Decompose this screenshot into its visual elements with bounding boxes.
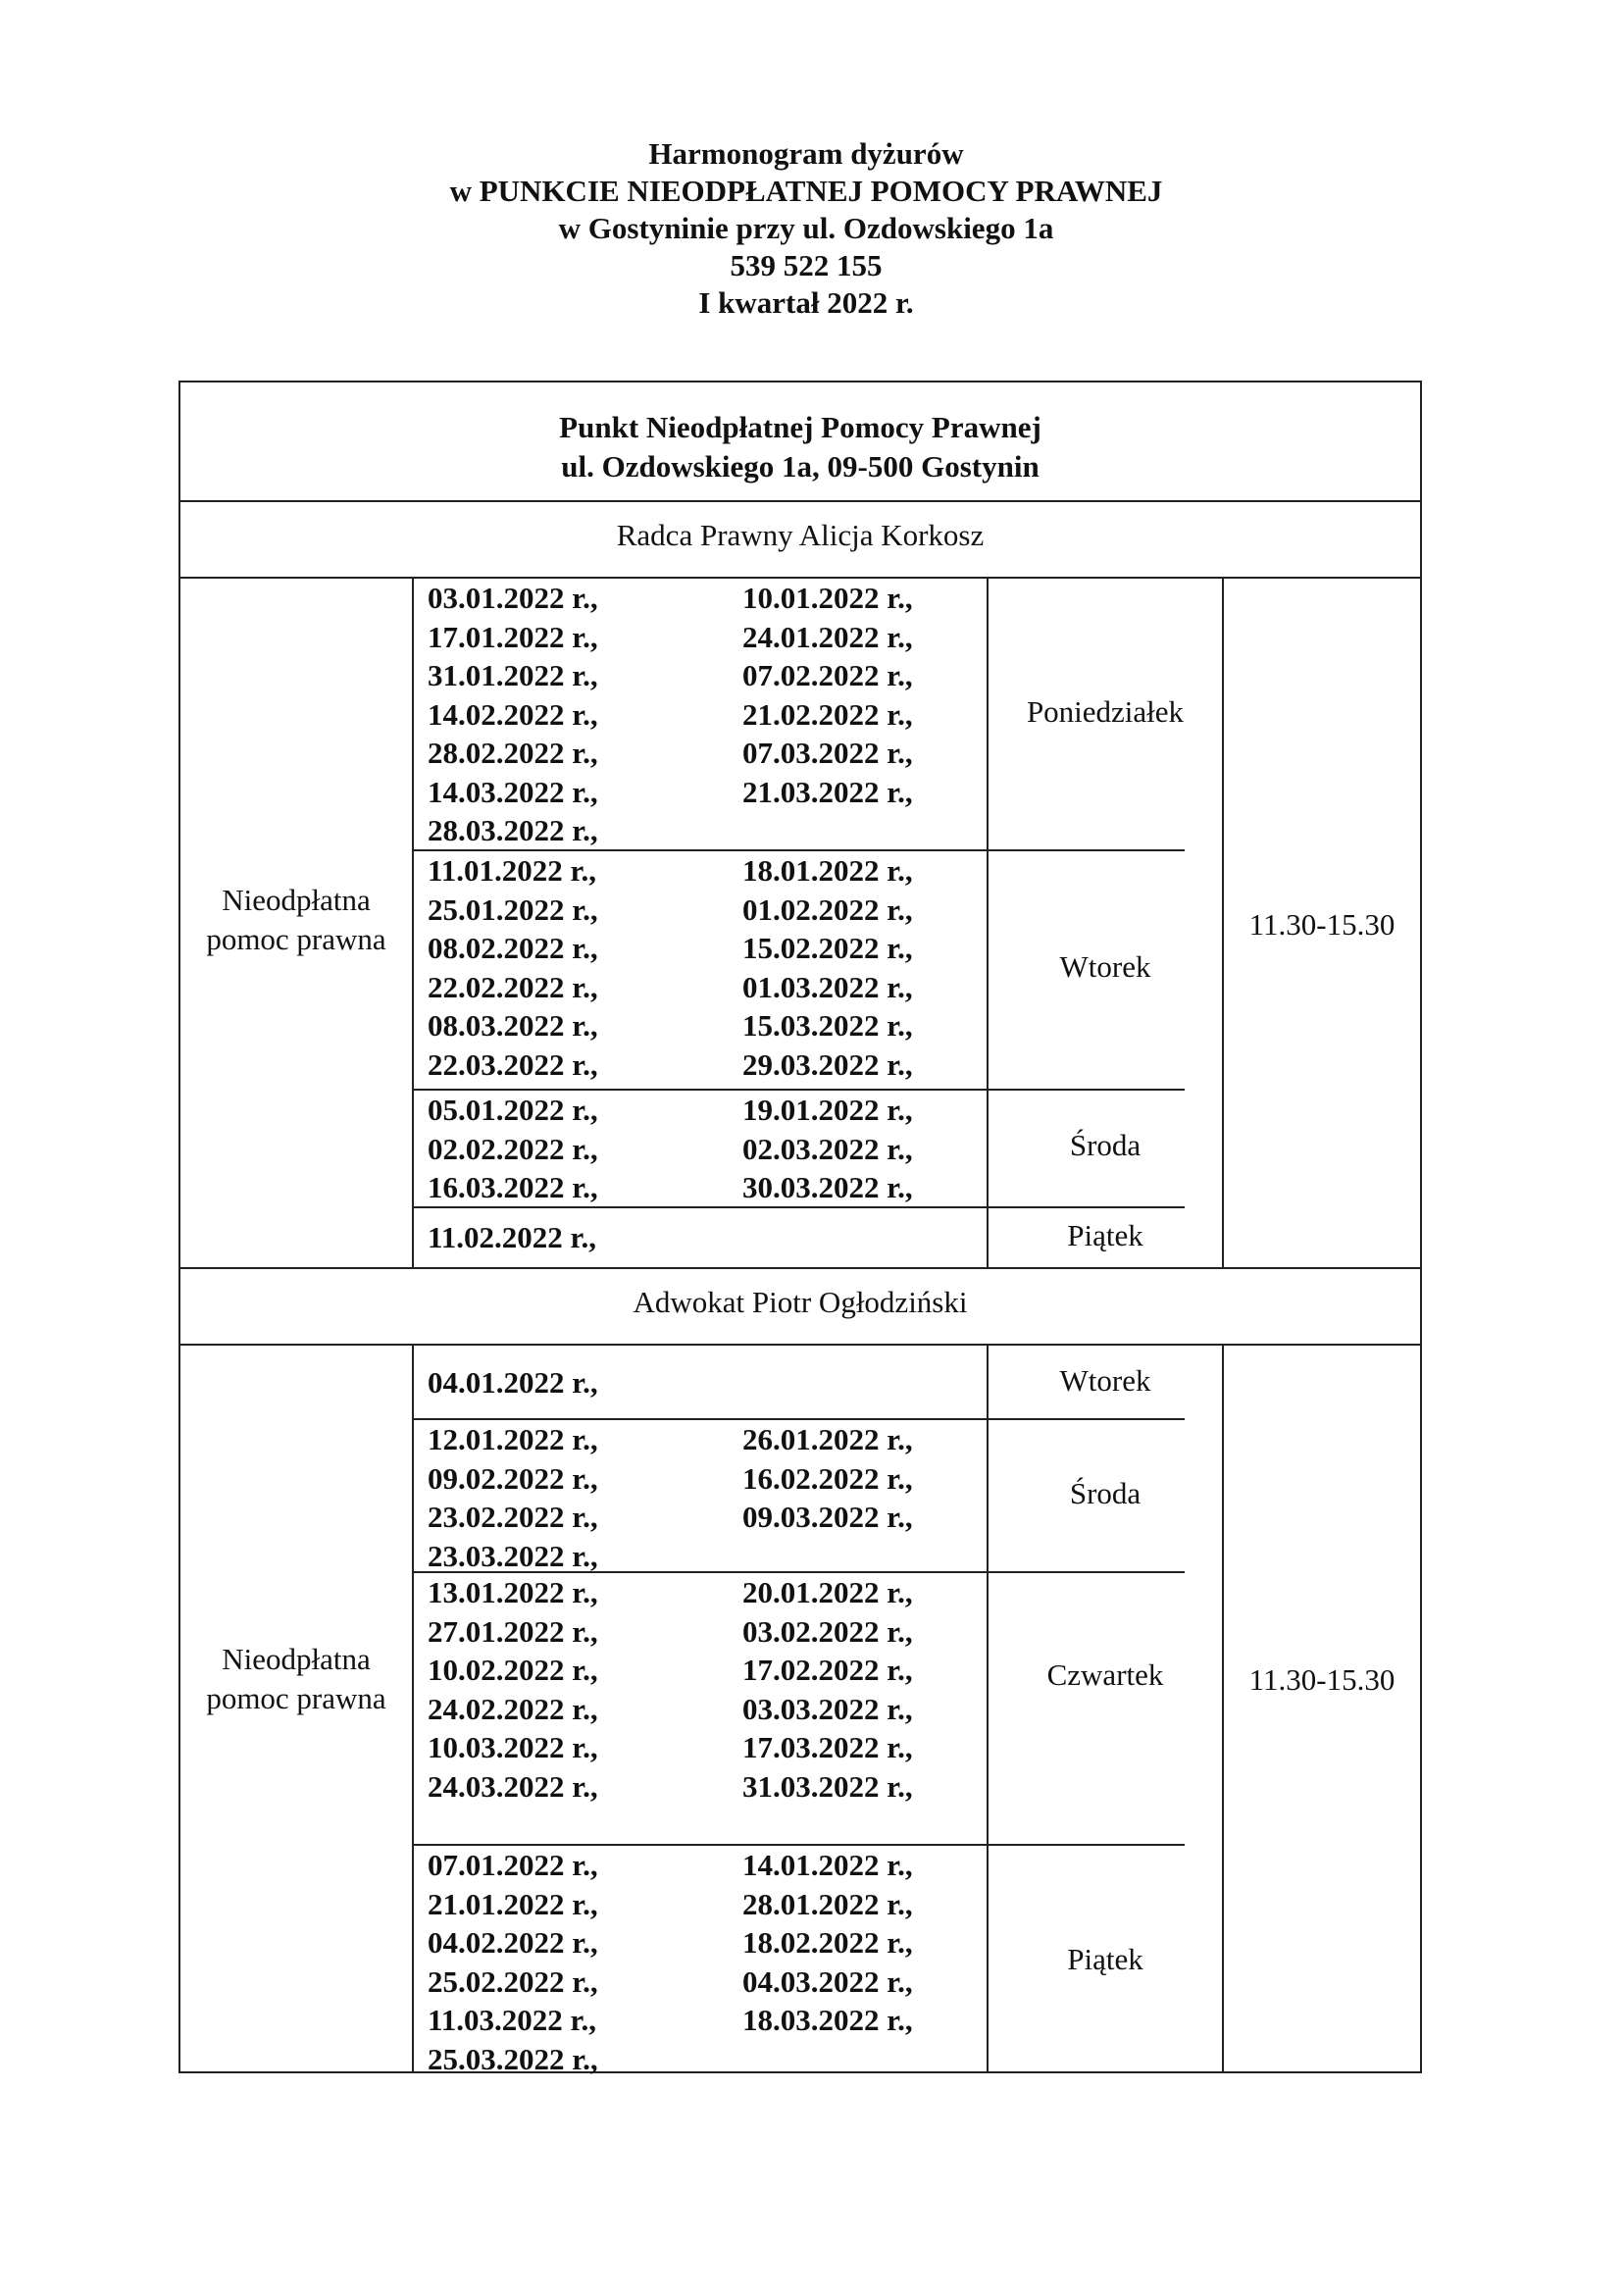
dates-column [428, 579, 598, 850]
date-entry: 15.02.2022 r., [742, 931, 913, 965]
date-entry: 09.03.2022 r., [742, 1500, 913, 1534]
date-entry: 14.03.2022 r., [428, 774, 598, 809]
date-entry: 17.03.2022 r., [742, 1730, 913, 1764]
dates-column [742, 851, 913, 1084]
office-cell [180, 408, 1420, 486]
date-entry: 01.02.2022 r., [742, 892, 913, 927]
date-entry: 08.02.2022 r., [428, 931, 598, 965]
date-entry: 31.03.2022 r., [742, 1768, 913, 1804]
date-entry: 04.02.2022 r., [428, 1925, 598, 1960]
office-address: ul. Ozdowskiego 1a, 09-500 Gostynin [561, 449, 1040, 484]
date-entry: 30.03.2022 r., [742, 1170, 913, 1204]
date-entry: 18.03.2022 r., [742, 2003, 913, 2037]
office-hours: 11.30-15.30 [1248, 907, 1396, 942]
dates-column [428, 1846, 598, 2078]
date-entry: 03.03.2022 r., [742, 1691, 913, 1726]
document-header [0, 135, 1624, 322]
date-entry: 29.03.2022 r., [742, 1046, 913, 1082]
weekday-label: Czwartek [1046, 1657, 1164, 1692]
date-entry: 16.02.2022 r., [742, 1460, 913, 1496]
dates-column [428, 851, 598, 1084]
date-entry: 28.01.2022 r., [742, 1886, 913, 1921]
date-entry: 03.02.2022 r., [742, 1613, 913, 1649]
lawyer-name: Adwokat Piotr Ogłodziński [633, 1285, 968, 1319]
date-entry: 11.01.2022 r., [428, 853, 596, 888]
date-entry: 28.02.2022 r., [428, 736, 598, 770]
dates-column [428, 1363, 598, 1402]
column-divider [412, 1344, 414, 2073]
weekday-label: Środa [1069, 1128, 1142, 1162]
phone-number: 539 522 155 [730, 248, 883, 282]
date-entry: 25.01.2022 r., [428, 892, 598, 927]
row-divider [180, 500, 1420, 502]
date-entry: 19.01.2022 r., [742, 1093, 913, 1127]
date-entry: 21.03.2022 r., [742, 774, 913, 809]
dates-column [428, 1573, 598, 1806]
column-divider [1222, 1344, 1224, 2073]
dates-column [428, 1420, 598, 1575]
date-entry: 14.02.2022 r., [428, 696, 598, 732]
date-entry: 10.03.2022 r., [428, 1730, 598, 1764]
office-hours: 11.30-15.30 [1248, 1662, 1396, 1697]
office-name: Punkt Nieodpłatnej Pomocy Prawnej [559, 410, 1041, 444]
date-entry: 07.03.2022 r., [742, 736, 913, 770]
date-entry: 24.02.2022 r., [428, 1691, 598, 1726]
lawyer-name: Radca Prawny Alicja Korkosz [616, 518, 985, 552]
date-entry: 17.02.2022 r., [742, 1653, 913, 1687]
date-entry: 20.01.2022 r., [742, 1575, 913, 1609]
date-entry: 04.01.2022 r., [428, 1365, 598, 1400]
date-entry: 28.03.2022 r., [428, 813, 598, 847]
date-entry: 12.01.2022 r., [428, 1422, 598, 1456]
date-entry: 10.01.2022 r., [742, 581, 913, 615]
date-entry: 21.02.2022 r., [742, 696, 913, 732]
date-entry: 02.02.2022 r., [428, 1131, 598, 1166]
row-divider [180, 1344, 1420, 1346]
date-entry: 11.03.2022 r., [428, 2003, 596, 2037]
date-entry: 07.02.2022 r., [742, 658, 913, 692]
date-entry: 02.03.2022 r., [742, 1131, 913, 1166]
date-entry: 18.01.2022 r., [742, 853, 913, 888]
service-type: Nieodpłatna pomoc prawna [206, 883, 386, 956]
date-entry: 07.01.2022 r., [428, 1848, 598, 1882]
date-entry: 01.03.2022 r., [742, 969, 913, 1004]
date-entry: 31.01.2022 r., [428, 658, 598, 692]
service-type: Nieodpłatna pomoc prawna [206, 1642, 386, 1715]
weekday-label: Wtorek [1059, 949, 1151, 984]
date-entry: 13.01.2022 r., [428, 1575, 598, 1609]
date-entry: 21.01.2022 r., [428, 1886, 598, 1921]
date-entry: 22.02.2022 r., [428, 969, 598, 1004]
weekday-label: Piątek [1067, 1218, 1143, 1252]
date-entry: 03.01.2022 r., [428, 581, 598, 615]
date-entry: 08.03.2022 r., [428, 1008, 598, 1043]
date-entry: 18.02.2022 r., [742, 1925, 913, 1960]
weekday-label: Wtorek [1059, 1363, 1151, 1398]
dates-column [742, 1573, 913, 1806]
date-entry: 17.01.2022 r., [428, 619, 598, 654]
date-entry: 10.02.2022 r., [428, 1653, 598, 1687]
dates-column [742, 1846, 913, 2040]
weekday-label: Środa [1069, 1476, 1142, 1510]
date-entry: 22.03.2022 r., [428, 1046, 598, 1082]
date-entry: 25.02.2022 r., [428, 1963, 598, 1999]
date-entry: 27.01.2022 r., [428, 1613, 598, 1649]
date-entry: 24.01.2022 r., [742, 619, 913, 654]
dates-column [742, 1420, 913, 1537]
dates-column [742, 1091, 913, 1207]
date-entry: 16.03.2022 r., [428, 1170, 598, 1204]
date-entry: 26.01.2022 r., [742, 1422, 913, 1456]
date-entry: 14.01.2022 r., [742, 1848, 913, 1882]
date-entry: 25.03.2022 r., [428, 2041, 598, 2076]
column-divider [987, 577, 989, 1267]
dates-column [428, 1091, 598, 1207]
row-divider [180, 1267, 1420, 1269]
address-line: w Gostyninie przy ul. Ozdowskiego 1a [558, 211, 1054, 245]
date-entry: 05.01.2022 r., [428, 1093, 598, 1127]
date-entry: 15.03.2022 r., [742, 1008, 913, 1043]
title: Harmonogram dyżurów [648, 136, 964, 171]
weekday-label: Poniedziałek [1026, 694, 1185, 729]
date-entry: 09.02.2022 r., [428, 1460, 598, 1496]
dates-column [742, 579, 913, 811]
schedule-table [178, 381, 1422, 2076]
date-entry: 24.03.2022 r., [428, 1768, 598, 1804]
date-entry: 04.03.2022 r., [742, 1963, 913, 1999]
date-entry: 23.02.2022 r., [428, 1500, 598, 1534]
date-entry: 23.03.2022 r., [428, 1538, 598, 1573]
office-name-line: w PUNKCIE NIEODPŁATNEJ POMOCY PRAWNEJ [449, 174, 1163, 208]
weekday-label: Piątek [1067, 1942, 1143, 1976]
dates-column [428, 1218, 596, 1257]
column-divider [412, 577, 414, 1267]
quarter-line: I kwartał 2022 r. [698, 285, 914, 320]
date-entry: 11.02.2022 r., [428, 1220, 596, 1254]
